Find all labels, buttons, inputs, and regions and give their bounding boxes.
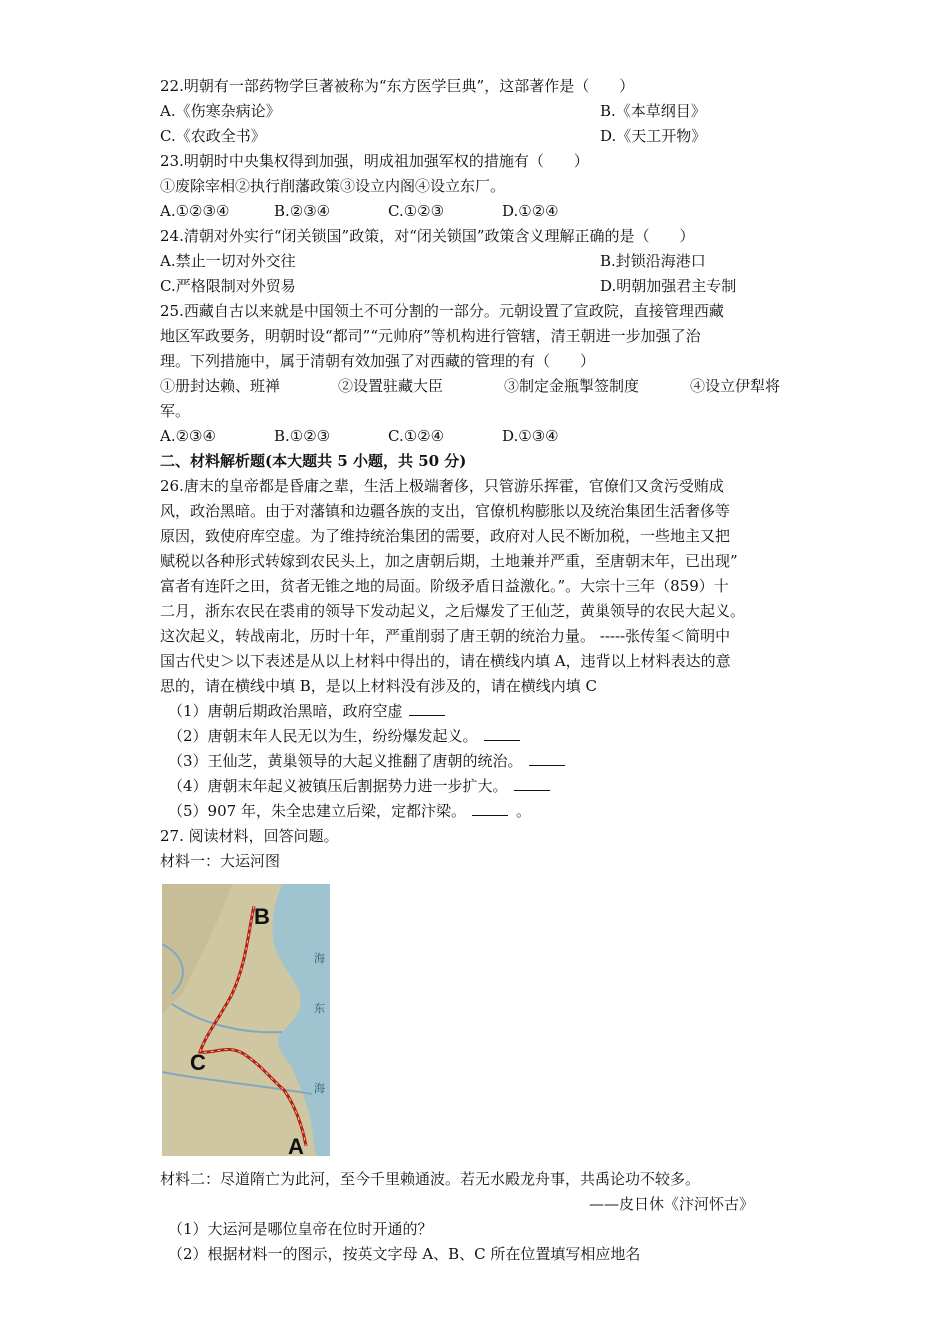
q24-stem: 24.清朝对外实行“闭关锁国”政策，对“闭关锁国”政策含义理解正确的是（ ） [160, 227, 695, 245]
q27-material-2: 材料二：尽道隋亡为此河，至今千里赖通波。若无水殿龙舟事，共禹论功不较多。 [160, 1170, 701, 1188]
q25-option-a[interactable]: A.②③④ [160, 427, 216, 445]
q23-option-b[interactable]: B.②③④ [274, 202, 331, 220]
q26-line: 富者有连阡之田，贫者无锥之地的局面。阶级矛盾日益激化。”。大宗十三年（859）十 [160, 577, 729, 595]
q23-stem: 23.明朝时中央集权得到加强，明成祖加强军权的措施有（ ） [160, 152, 589, 170]
q26-statement-1-text: （1）唐朝后期政治黑暗，政府空虚 [168, 702, 403, 720]
answer-blank[interactable] [409, 701, 445, 716]
q22-option-a[interactable]: A.《伤寒杂病论》 [160, 102, 281, 120]
q23-option-a[interactable]: A.①②③④ [160, 202, 230, 220]
q25-item-1: ①册封达赖、班禅 [160, 377, 281, 395]
q27-stem: 27. 阅读材料，回答问题。 [160, 827, 339, 845]
q26-line: 风，政治黑暗。由于对藩镇和边疆各族的支出，官僚机构膨胀以及统治集团生活奢侈等 [160, 502, 731, 520]
map-sea-label-2: 海 [314, 1082, 325, 1095]
q25-options [160, 426, 616, 446]
q26-statement-5-end: 。 [515, 802, 531, 820]
q26-statement-5 [168, 801, 531, 821]
q24-options-ab [160, 251, 706, 271]
grand-canal-map [162, 884, 330, 1156]
q26-statement-4 [168, 776, 550, 796]
q24-option-b[interactable]: B.封锁沿海港口 [600, 252, 706, 270]
q23-option-d[interactable]: D.①②④ [502, 202, 559, 220]
q25-line-1: 25.西藏自古以来就是中国领土不可分割的一部分。元朝设置了宣政院，直接管理西藏 [160, 302, 724, 320]
q22-options-ab [160, 101, 706, 121]
grand-canal-map-svg [162, 884, 330, 1156]
q27-part-1: （1）大运河是哪位皇帝在位时开通的？ [168, 1220, 433, 1238]
q25-line-2: 地区军政要务，明朝时设“都司”“元帅府”等机构进行管辖，清王朝进一步加强了治 [160, 327, 701, 345]
q27-material-1-label: 材料一：大运河图 [160, 852, 281, 870]
answer-blank[interactable] [529, 751, 565, 766]
answer-blank[interactable] [472, 801, 508, 816]
q24-option-d[interactable]: D.明朝加强君主专制 [600, 277, 737, 295]
q26-statement-4-text: （4）唐朝末年起义被镇压后割据势力进一步扩大。 [168, 777, 508, 795]
map-label-b: B [254, 904, 270, 929]
section-heading: 二、材料解析题(本大题共 5 小题，共 50 分) [160, 452, 467, 470]
q26-line: 26.唐末的皇帝都是昏庸之辈，生活上极端奢侈，只管游乐挥霍，官僚们又贪污受贿成 [160, 477, 724, 495]
q26-line: 赋税以各种形式转嫁到农民头上，加之唐朝后期，土地兼并严重，至唐朝末年，已出现” [160, 552, 738, 570]
q25-item-2: ②设置驻藏大臣 [338, 377, 444, 395]
q26-line: 国古代史＞以下表述是从以上材料中得出的，请在横线内填 A，违背以上材料表达的意 [160, 652, 731, 670]
q22-stem: 22.明朝有一部药物学巨著被称为“东方医学巨典”，这部著作是（ ） [160, 77, 635, 95]
q25-option-c[interactable]: C.①②④ [388, 427, 445, 445]
map-label-c: C [190, 1050, 206, 1075]
q24-option-a[interactable]: A.禁止一切对外交往 [160, 252, 296, 270]
q26-line: 思的，请在横线中填 B，是以上材料没有涉及的，请在横线内填 C [160, 677, 598, 695]
q26-statement-5-text: （5）907 年，朱全忠建立后梁，定都汴梁。 [168, 802, 466, 820]
q26-line: 原因，致使府库空虚。为了维持统治集团的需要，政府对人民不断加税，一些地主又把 [160, 527, 731, 545]
q24-option-c[interactable]: C.严格限制对外贸易 [160, 277, 296, 295]
q26-statement-2 [168, 726, 520, 746]
q27-attribution: ——皮日休《汴河怀古》 [588, 1195, 754, 1213]
q23-options [160, 201, 616, 221]
q26-line: 这次起义，转战南北，历时十年，严重削弱了唐王朝的统治力量。 -----张传玺＜简明中 [160, 627, 731, 645]
map-sea-label: 海 [314, 952, 325, 965]
q25-item-3: ③制定金瓶掣签制度 [504, 377, 640, 395]
q25-line-3: 理。下列措施中，属于清朝有效加强了对西藏的管理的有（ ） [160, 352, 596, 370]
q25-option-b[interactable]: B.①②③ [274, 427, 331, 445]
q26-statement-3-text: （3）王仙芝，黄巢领导的大起义推翻了唐朝的统治。 [168, 752, 523, 770]
q22-option-c[interactable]: C.《农政全书》 [160, 127, 266, 145]
answer-blank[interactable] [484, 726, 520, 741]
q22-option-b[interactable]: B.《本草纲目》 [600, 102, 706, 120]
q23-items: ①废除宰相②执行削藩政策③设立内阁④设立东厂。 [160, 177, 506, 195]
q26-statement-2-text: （2）唐朝末年人民无以为生，纷纷爆发起义。 [168, 727, 478, 745]
q22-options-cd [160, 126, 707, 146]
q26-statement-1 [168, 701, 445, 721]
q22-option-d[interactable]: D.《天工开物》 [600, 127, 707, 145]
q24-options-cd [160, 276, 737, 296]
map-east-label: 东 [314, 1002, 325, 1015]
q23-option-c[interactable]: C.①②③ [388, 202, 445, 220]
q26-line: 二月，浙东农民在裘甫的领导下发动起义，之后爆发了王仙芝，黄巢领导的农民大起义。 [160, 602, 746, 620]
answer-blank[interactable] [514, 776, 550, 791]
map-label-a: A [288, 1134, 304, 1156]
q25-item-4: ④设立伊犁将 [690, 377, 781, 395]
q26-statement-3 [168, 751, 565, 771]
q25-line-5: 军。 [160, 402, 191, 420]
q27-part-2: （2）根据材料一的图示，按英文字母 A、B、C 所在位置填写相应地名 [168, 1245, 641, 1263]
q25-option-d[interactable]: D.①③④ [502, 427, 559, 445]
